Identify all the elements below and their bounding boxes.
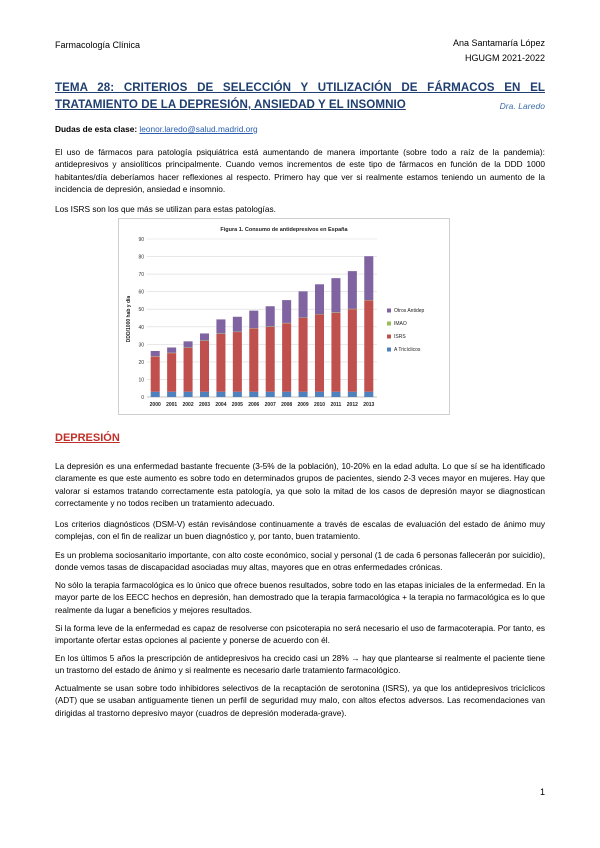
page-number: 1 (539, 787, 545, 797)
bar-segment (348, 392, 357, 397)
y-tick-label: 90 (138, 237, 144, 243)
bar-segment (266, 306, 275, 326)
contact-email-link[interactable]: leonor.laredo@salud.madrid.org (139, 124, 258, 134)
bar-segment (315, 314, 324, 391)
bar-segment (233, 332, 242, 392)
bar-segment (249, 311, 258, 329)
bar-segment (331, 313, 340, 392)
bar-segment (331, 278, 340, 312)
bar-segment (266, 327, 275, 392)
intro-paragraph-1: El uso de fármacos para patología psiquiátrica está aumentando de manera importante (sobre todo a raíz de la pandemia): antidepresivos y ansiolíticos principalmente. Cuando vemos incrementos de este tipo de fármacos en función de la DDD 1000 habitantes/día deberíamos hacer reflexiones al respecto. Primero hay que ver si realmente estamos teniendo un aumento de la incidencia de depresión, ansiedad e insomnio. (55, 147, 545, 194)
bar-segment (282, 323, 291, 391)
x-tick-label: 2004 (215, 402, 227, 408)
x-tick-label: 2012 (346, 402, 358, 408)
bar-segment (348, 271, 357, 309)
legend-label: ISRS (394, 334, 406, 340)
bar-segment (184, 392, 193, 397)
x-tick-label: 2001 (166, 402, 178, 408)
bar-segment (167, 392, 176, 397)
bar-segment (167, 353, 176, 392)
legend-label: Otros Antidep (394, 308, 425, 314)
y-tick-label: 0 (141, 395, 144, 401)
y-tick-label: 70 (138, 272, 144, 279)
chart-x-ticks (150, 402, 375, 408)
header-year: HGUGM 2021-2022 (464, 53, 545, 63)
bar-segment (364, 300, 373, 391)
bar-segment (184, 341, 193, 347)
bar-segment (249, 329, 258, 392)
y-tick-label: 30 (138, 342, 144, 349)
bar-segment (266, 392, 275, 397)
body-paragraph-6: En los últimos 5 años la prescripción de antidepresivos ha crecido casi un 28% → hay que plantearse si realmente el paciente tiene un trastorno del estado de ánimo y si realmente es necesario darle tratamiento farmacológico. (55, 653, 545, 676)
legend-swatch (387, 322, 391, 326)
chart-legend (387, 308, 425, 353)
legend-swatch (387, 348, 391, 352)
title-line-1: TEMA 28: CRITERIOS DE SELECCIÓN Y UTILIZACIÓN DE FÁRMACOS EN EL (55, 81, 545, 94)
x-tick-label: 2011 (330, 402, 342, 408)
legend-swatch (387, 309, 391, 313)
bar-segment (249, 392, 258, 397)
contact-label: Dudas de esta clase: (55, 124, 138, 134)
bar-segment (282, 300, 291, 323)
title-line-2-row (55, 96, 545, 113)
bar-segment (233, 317, 242, 332)
bar-segment (167, 347, 176, 352)
chart-svg (119, 219, 449, 414)
body-paragraph-5: Si la forma leve de la enfermedad es capaz de resolverse con psicoterapia no será necesario el uso de farmacoterapia. Por tanto, es importante ofertar estas opciones al paciente y ponerse de acuerdo con él. (55, 623, 545, 646)
title-line-2: TRATAMIENTO DE LA DEPRESIÓN, ANSIEDAD Y EL INSOMNIO (55, 98, 406, 111)
bar-segment (184, 348, 193, 392)
contact-line (55, 124, 258, 134)
x-tick-label: 2007 (264, 402, 276, 408)
bar-segment (216, 319, 225, 333)
y-tick-label: 20 (138, 359, 144, 366)
header-author: Ana Santamaría López (452, 38, 545, 48)
bar-segment (200, 392, 209, 397)
bar-segment (200, 341, 209, 392)
x-tick-label: 2000 (149, 402, 161, 408)
bar-segment (233, 392, 242, 397)
x-tick-label: 2013 (363, 402, 375, 408)
body-paragraph-2: Los criterios diagnósticos (DSM-V) están revisándose continuamente a través de escalas de evaluación del estado de ánimo muy complejas, con el fin de realizar un buen diagnóstico y, por tanto, buen tratamiento. (55, 519, 545, 542)
x-tick-label: 2008 (281, 402, 293, 408)
legend-label: IMAO (394, 321, 407, 327)
y-tick-label: 50 (138, 307, 144, 314)
y-tick-label: 80 (138, 254, 144, 261)
bar-segment (364, 256, 373, 300)
bar-segment (364, 392, 373, 397)
body-paragraph-7: Actualmente se usan sobre todo inhibidores selectivos de la recaptación de serotonina (ISRS), ya que los antidepresivos tricíclicos (ADT) que se usaban antiguamente tienen un perfil de seguridad muy malo, con altos efectos adversos. Las recomendaciones van dirigidas al trastorno depresivo mayor (cuadros de depresión moderada-grave). (55, 683, 545, 718)
bar-segment (299, 392, 308, 397)
body-paragraph-3: Es un problema sociosanitario importante, con alto coste económico, social y personal (1 de cada 6 personas fallecerán por suicidio), donde vemos tasas de discapacidad asociadas muy altas, mayores que en otras enfermedades crónicas. (55, 550, 545, 573)
chart-title: Figura 1. Consumo de antidepresivos en España (220, 227, 348, 233)
bar-segment (216, 334, 225, 392)
legend-swatch (387, 335, 391, 339)
x-tick-label: 2003 (198, 402, 211, 408)
page-title (55, 79, 545, 113)
bar-segment (299, 318, 308, 392)
x-tick-label: 2002 (182, 402, 194, 408)
header-author-block (453, 36, 545, 66)
y-tick-label: 40 (138, 324, 144, 331)
bar-segment (282, 392, 291, 397)
x-tick-label: 2005 (231, 402, 243, 408)
bar-segment (151, 351, 160, 356)
chart-y-axis-label: DDD/1000 hab y día (126, 295, 132, 343)
bar-segment (151, 392, 160, 397)
section-heading-depresion: DEPRESIÓN (55, 432, 120, 444)
y-tick-label: 10 (138, 377, 144, 384)
bar-segment (315, 392, 324, 397)
bar-segment (348, 309, 357, 392)
antidepressant-chart (118, 218, 450, 415)
bar-segment (331, 392, 340, 397)
x-tick-label: 2010 (313, 402, 326, 408)
intro-paragraph-2: Los ISRS son los que más se utilizan para estas patologías. (55, 204, 276, 214)
x-tick-label: 2009 (297, 402, 309, 408)
bar-segment (315, 284, 324, 314)
bar-segment (200, 333, 209, 340)
legend-label: A Tricíclicos (394, 347, 421, 353)
lecturer-name: Dra. Laredo (499, 101, 545, 111)
x-tick-label: 2006 (248, 402, 260, 408)
body-paragraph-4: No sólo la terapia farmacológica es lo único que ofrece buenos resultados, sobre todo en las etapas iniciales de la enfermedad. En la mayor parte de los EECC hechos en depresión, han demostrado que la terapia farmacológica + la terapia no farmacológica es lo que realmente da lugar a beneficios y mejores resultados. (55, 580, 545, 615)
header-course: Farmacología Clínica (55, 40, 141, 50)
bar-segment (151, 357, 160, 392)
body-paragraph-1: La depresión es una enfermedad bastante frecuente (3-5% de la población), 10-20% en la edad adulta. Lo que sí se ha identificado claramente es que este aumento es sobre todo en determinados grupos de pacientes, siendo 2-3 veces mayor en mujeres. Hay que valorar si estamos tratando correctamente esta patología, ya que solo la mitad de los casos de depresión mayor se diagnostican correctamente y no todos reciben un tratamiento adecuado. (55, 461, 545, 508)
bar-segment (216, 392, 225, 397)
bar-segment (299, 291, 308, 317)
y-tick-label: 60 (138, 289, 144, 296)
